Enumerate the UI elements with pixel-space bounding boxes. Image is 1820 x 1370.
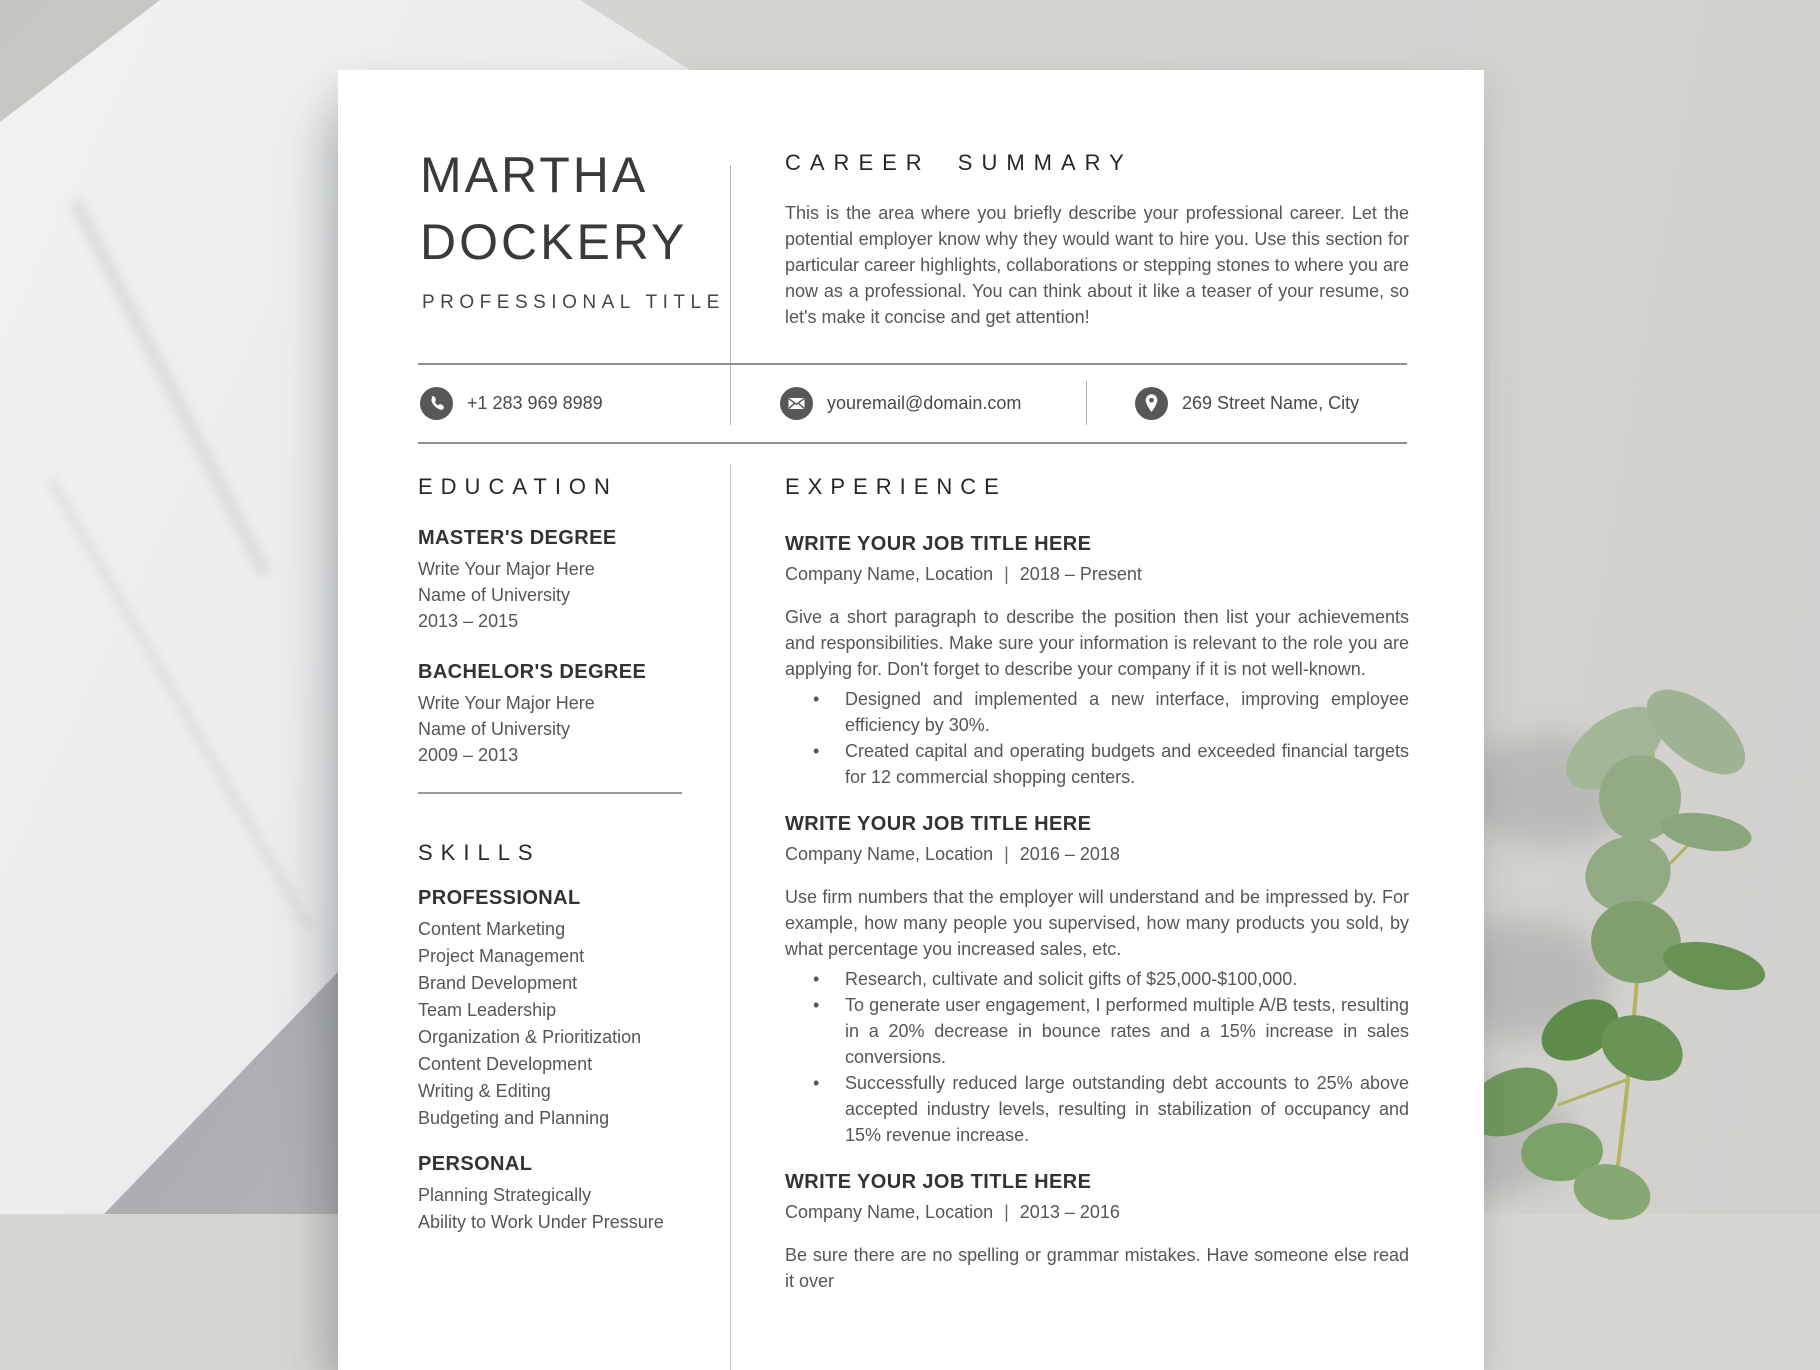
job-company: Company Name, Location <box>785 844 994 864</box>
column-vertical-divider <box>730 464 731 1370</box>
skill-item: Writing & Editing <box>418 1081 551 1101</box>
skill-list-professional <box>418 916 682 1132</box>
skill-item: Ability to Work Under Pressure <box>418 1212 664 1232</box>
job-bullet-list <box>785 686 1409 790</box>
skill-group-professional: PROFESSIONAL <box>418 887 581 909</box>
education-entry <box>418 660 682 768</box>
job-bullet-list <box>785 966 1409 1148</box>
career-summary-section <box>785 150 1409 330</box>
skill-item: Content Marketing <box>418 919 566 939</box>
job-title: WRITE YOUR JOB TITLE HERE <box>785 533 1092 555</box>
contact-divider <box>730 381 731 425</box>
job-bullet: • To generate user engagement, I performed multiple A/B tests, resulting in a 20% decrease in bounce rates and a 15% increase in sales conversions. <box>785 992 1409 1070</box>
degree-years: 2013 – 2015 <box>418 611 519 631</box>
meta-separator: | <box>1004 1202 1009 1222</box>
skill-item: Team Leadership <box>418 1000 557 1020</box>
resume-page <box>338 70 1484 1370</box>
job-bullet: • Designed and implemented a new interface, improving employee efficiency by 30%. <box>785 686 1409 738</box>
person-name-line1: MARTHA <box>420 147 649 203</box>
degree-major: Write Your Major Here <box>418 693 595 713</box>
education-entry <box>418 526 682 634</box>
degree-school: Name of University <box>418 585 571 605</box>
marble-vein <box>68 197 271 578</box>
job-description: Give a short paragraph to describe the position then list your achievements and responsibilities. Make sure your information is relevant to the role you are applying for. Don't forget to describe your company if it is not well-known. <box>785 607 1409 679</box>
skill-item: Content Development <box>418 1054 593 1074</box>
job-bullet: • Successfully reduced large outstanding debt accounts to 25% above accepted industry levels, resulting in stabilization of occupancy and 15% revenue increase. <box>785 1070 1409 1148</box>
skill-item: Organization & Prioritization <box>418 1027 642 1047</box>
degree-major: Write Your Major Here <box>418 559 595 579</box>
street-address: 269 Street Name, City <box>1182 393 1360 413</box>
contact-email <box>780 365 1021 442</box>
left-column <box>418 474 682 1236</box>
job-title: WRITE YOUR JOB TITLE HERE <box>785 813 1092 835</box>
eucalyptus-branch-image <box>1430 560 1820 1214</box>
job-dates: 2018 – Present <box>1019 564 1142 584</box>
contact-address <box>1135 365 1359 442</box>
phone-number: +1 283 969 8989 <box>467 393 603 413</box>
career-summary-text: This is the area where you briefly describe your professional career. Let the potential employer know why they would want to hire you. Use this section for particular career highlights, collaborations or stepping stones to where you are now as a professional. You can think about it like a teaser of your resume, so let's make it concise and get attention! <box>785 203 1409 327</box>
email-address: youremail@domain.com <box>827 393 1022 413</box>
person-name-line2: DOCKERY <box>420 214 688 270</box>
experience-entry <box>785 812 1409 1148</box>
career-summary-heading: CAREER SUMMARY <box>785 150 1133 175</box>
meta-separator: | <box>1004 844 1009 864</box>
job-meta <box>785 1200 1409 1224</box>
degree-years: 2009 – 2013 <box>418 745 519 765</box>
skill-item: Project Management <box>418 946 585 966</box>
meta-separator: | <box>1004 564 1009 584</box>
professional-title: PROFESSIONAL TITLE <box>422 292 725 313</box>
email-icon <box>780 387 813 420</box>
degree-school: Name of University <box>418 719 571 739</box>
marble-vein <box>47 477 314 931</box>
experience-entry <box>785 532 1409 790</box>
skill-item: Planning Strategically <box>418 1185 592 1205</box>
skill-item: Brand Development <box>418 973 578 993</box>
degree-title: MASTER'S DEGREE <box>418 527 617 549</box>
job-bullet: • Research, cultivate and solicit gifts of $25,000-$100,000. <box>785 966 1409 992</box>
job-dates: 2016 – 2018 <box>1019 844 1120 864</box>
contact-phone <box>420 365 603 442</box>
job-meta <box>785 562 1409 586</box>
job-description: Use firm numbers that the employer will understand and be impressed by. For example, how many people you supervised, how many products you sold, by what percentage you increased sales, etc. <box>785 887 1409 959</box>
phone-icon <box>420 387 453 420</box>
job-title: WRITE YOUR JOB TITLE HERE <box>785 1171 1092 1193</box>
skills-heading: SKILLS <box>418 840 541 865</box>
job-dates: 2013 – 2016 <box>1019 1202 1120 1222</box>
degree-title: BACHELOR'S DEGREE <box>418 661 647 683</box>
job-bullet: • Created capital and operating budgets and exceeded financial targets for 12 commercial shopping centers. <box>785 738 1409 790</box>
location-icon <box>1135 387 1168 420</box>
skill-list-personal <box>418 1182 682 1236</box>
skill-item: Budgeting and Planning <box>418 1108 610 1128</box>
experience-heading: EXPERIENCE <box>785 474 1007 499</box>
person-name <box>420 142 687 276</box>
contact-divider <box>1086 381 1087 425</box>
job-company: Company Name, Location <box>785 564 994 584</box>
job-description: Be sure there are no spelling or grammar mistakes. Have someone else read it over <box>785 1245 1409 1291</box>
education-heading: EDUCATION <box>418 474 618 499</box>
contact-strip <box>418 363 1407 444</box>
skill-group-personal: PERSONAL <box>418 1153 533 1175</box>
job-company: Company Name, Location <box>785 1202 994 1222</box>
experience-entry <box>785 1170 1409 1294</box>
right-column <box>785 474 1409 1294</box>
section-divider-rule <box>418 792 682 794</box>
job-meta <box>785 842 1409 866</box>
